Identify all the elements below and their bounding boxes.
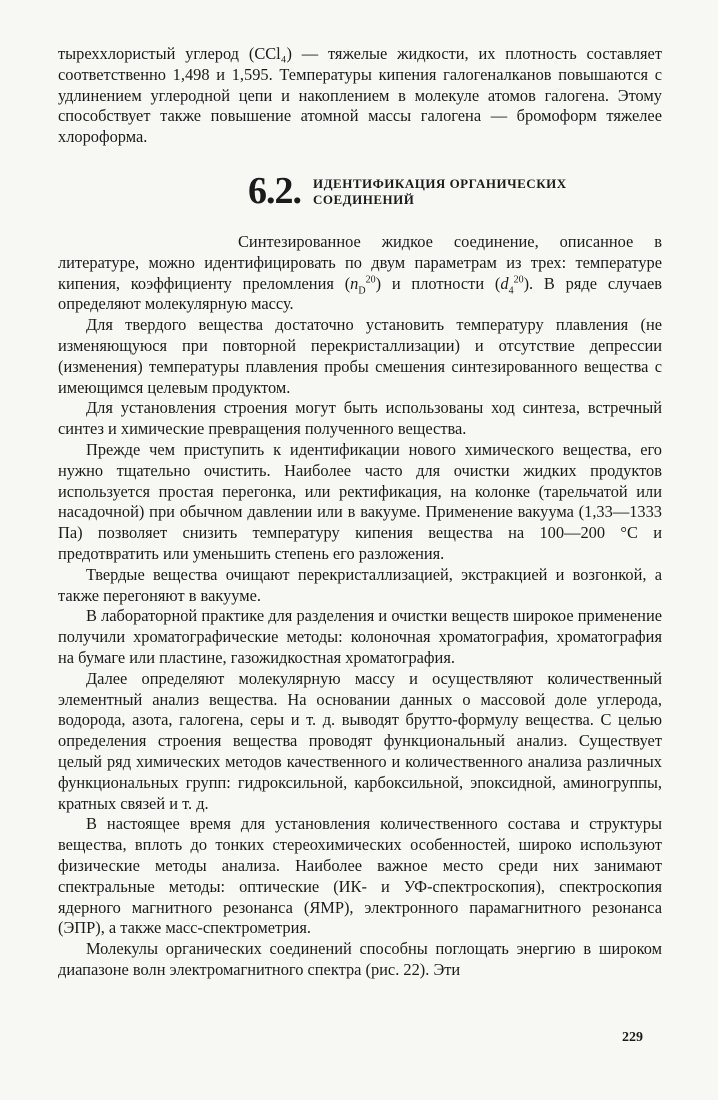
density-symbol: d <box>500 273 509 293</box>
paragraph: Твердые вещества очищают перекристаллизацией, экстракцией и возгонкой, а также перегоняют в вакууме. <box>58 564 662 605</box>
paragraph: Далее определяют молекулярную массу и осуществляют количественный элементный анализ вещества. На основании данных о массовой доле углерода, водорода, азота, галогена, серы и т. д. выводят брутто-формулу вещества. С целью определения строения вещества проводят функциональный анализ. Существует целый ряд химических методов качественного и количественного анализа различных функциональных групп: гидроксильной, карбоксильной, эпоксидной, аминогруппы, кратных связей и т. д. <box>58 668 662 813</box>
section-title: ИДЕНТИФИКАЦИЯ ОРГАНИЧЕСКИХ СОЕДИНЕНИЙ <box>313 176 567 207</box>
section-heading <box>248 172 643 210</box>
paragraph: Для твердого вещества достаточно установить температуру плавления (не изменяющуюся при повторной перекристаллизации) и отсутствие депрессии (изменения) температуры плавления пробы смешения синтезированного вещества с имеющимся целевым продуктом. <box>58 315 662 397</box>
paragraph: Прежде чем приступить к идентификации нового химического вещества, его нужно тщательно очистить. Наиболее часто для очистки жидких продуктов используется простая перегонка, или ректификация, на колонке (тарельчатой или насадочной) при обычном давлении или в вакууме. Применение вакуума (1,33—1333 Па) позволяет снизить температуру кипения вещества на 100—200 °С и предотвратить или уменьшить степень его разложения. <box>58 439 662 563</box>
intro-paragraph: Синтезированное жидкое соединение, описанное в литературе, можно идентифицировать по двум параметрам из трех: температуре кипения, коэффициенту преломления $(n_D^{20})$ и плотности $(d_4^{20})$. В ряде случаев определяют молекулярную массу. <box>58 232 662 314</box>
refractive-index-symbol: n <box>350 273 359 293</box>
paragraph: В лабораторной практике для разделения и очистки веществ широкое применение получили хроматографические методы: колоночная хроматография, хроматография на бумаге или пластине, газожидкостная хроматография. <box>58 606 662 667</box>
paragraph: В настоящее время для установления количественного состава и структуры вещества, вплоть до тонких стереохимических особенностей, широко используют физические методы анализа. Наиболее важное место среди них занимают спектральные методы: оптические (ИК- и УФ-спектроскопия), спектроскопия ядерного магнитного резонанса (ЯМР), электронного парамагнитного резонанса (ЭПР), а также масс-спектрометрия. <box>58 814 662 938</box>
body-text-block <box>58 232 662 981</box>
continued-paragraph: тырехxлористый углерод (CCl₄) — тяжелые жидкости, их плотность составляет соответственно 1,498 и 1,595. Температуры кипения галогеналканов повышаются с удлинением углеродной цепи и накоплением в молекуле атомов галогена. Этому способствует также повышение атомной массы галогена — бромоформ тяжелее хлороформа. <box>58 44 662 147</box>
paragraph: Молекулы органических соединений способны поглощать энергию в широком диапазоне волн электромагнитного спектра (рис. 22). Эти <box>58 939 662 979</box>
top-text-block <box>58 44 662 148</box>
page-number: 229 <box>622 1030 643 1045</box>
paragraph: Для установления строения могут быть использованы ход синтеза, встречный синтез и химические превращения полученного вещества. <box>58 398 662 439</box>
section-number: 6.2. <box>248 170 301 212</box>
